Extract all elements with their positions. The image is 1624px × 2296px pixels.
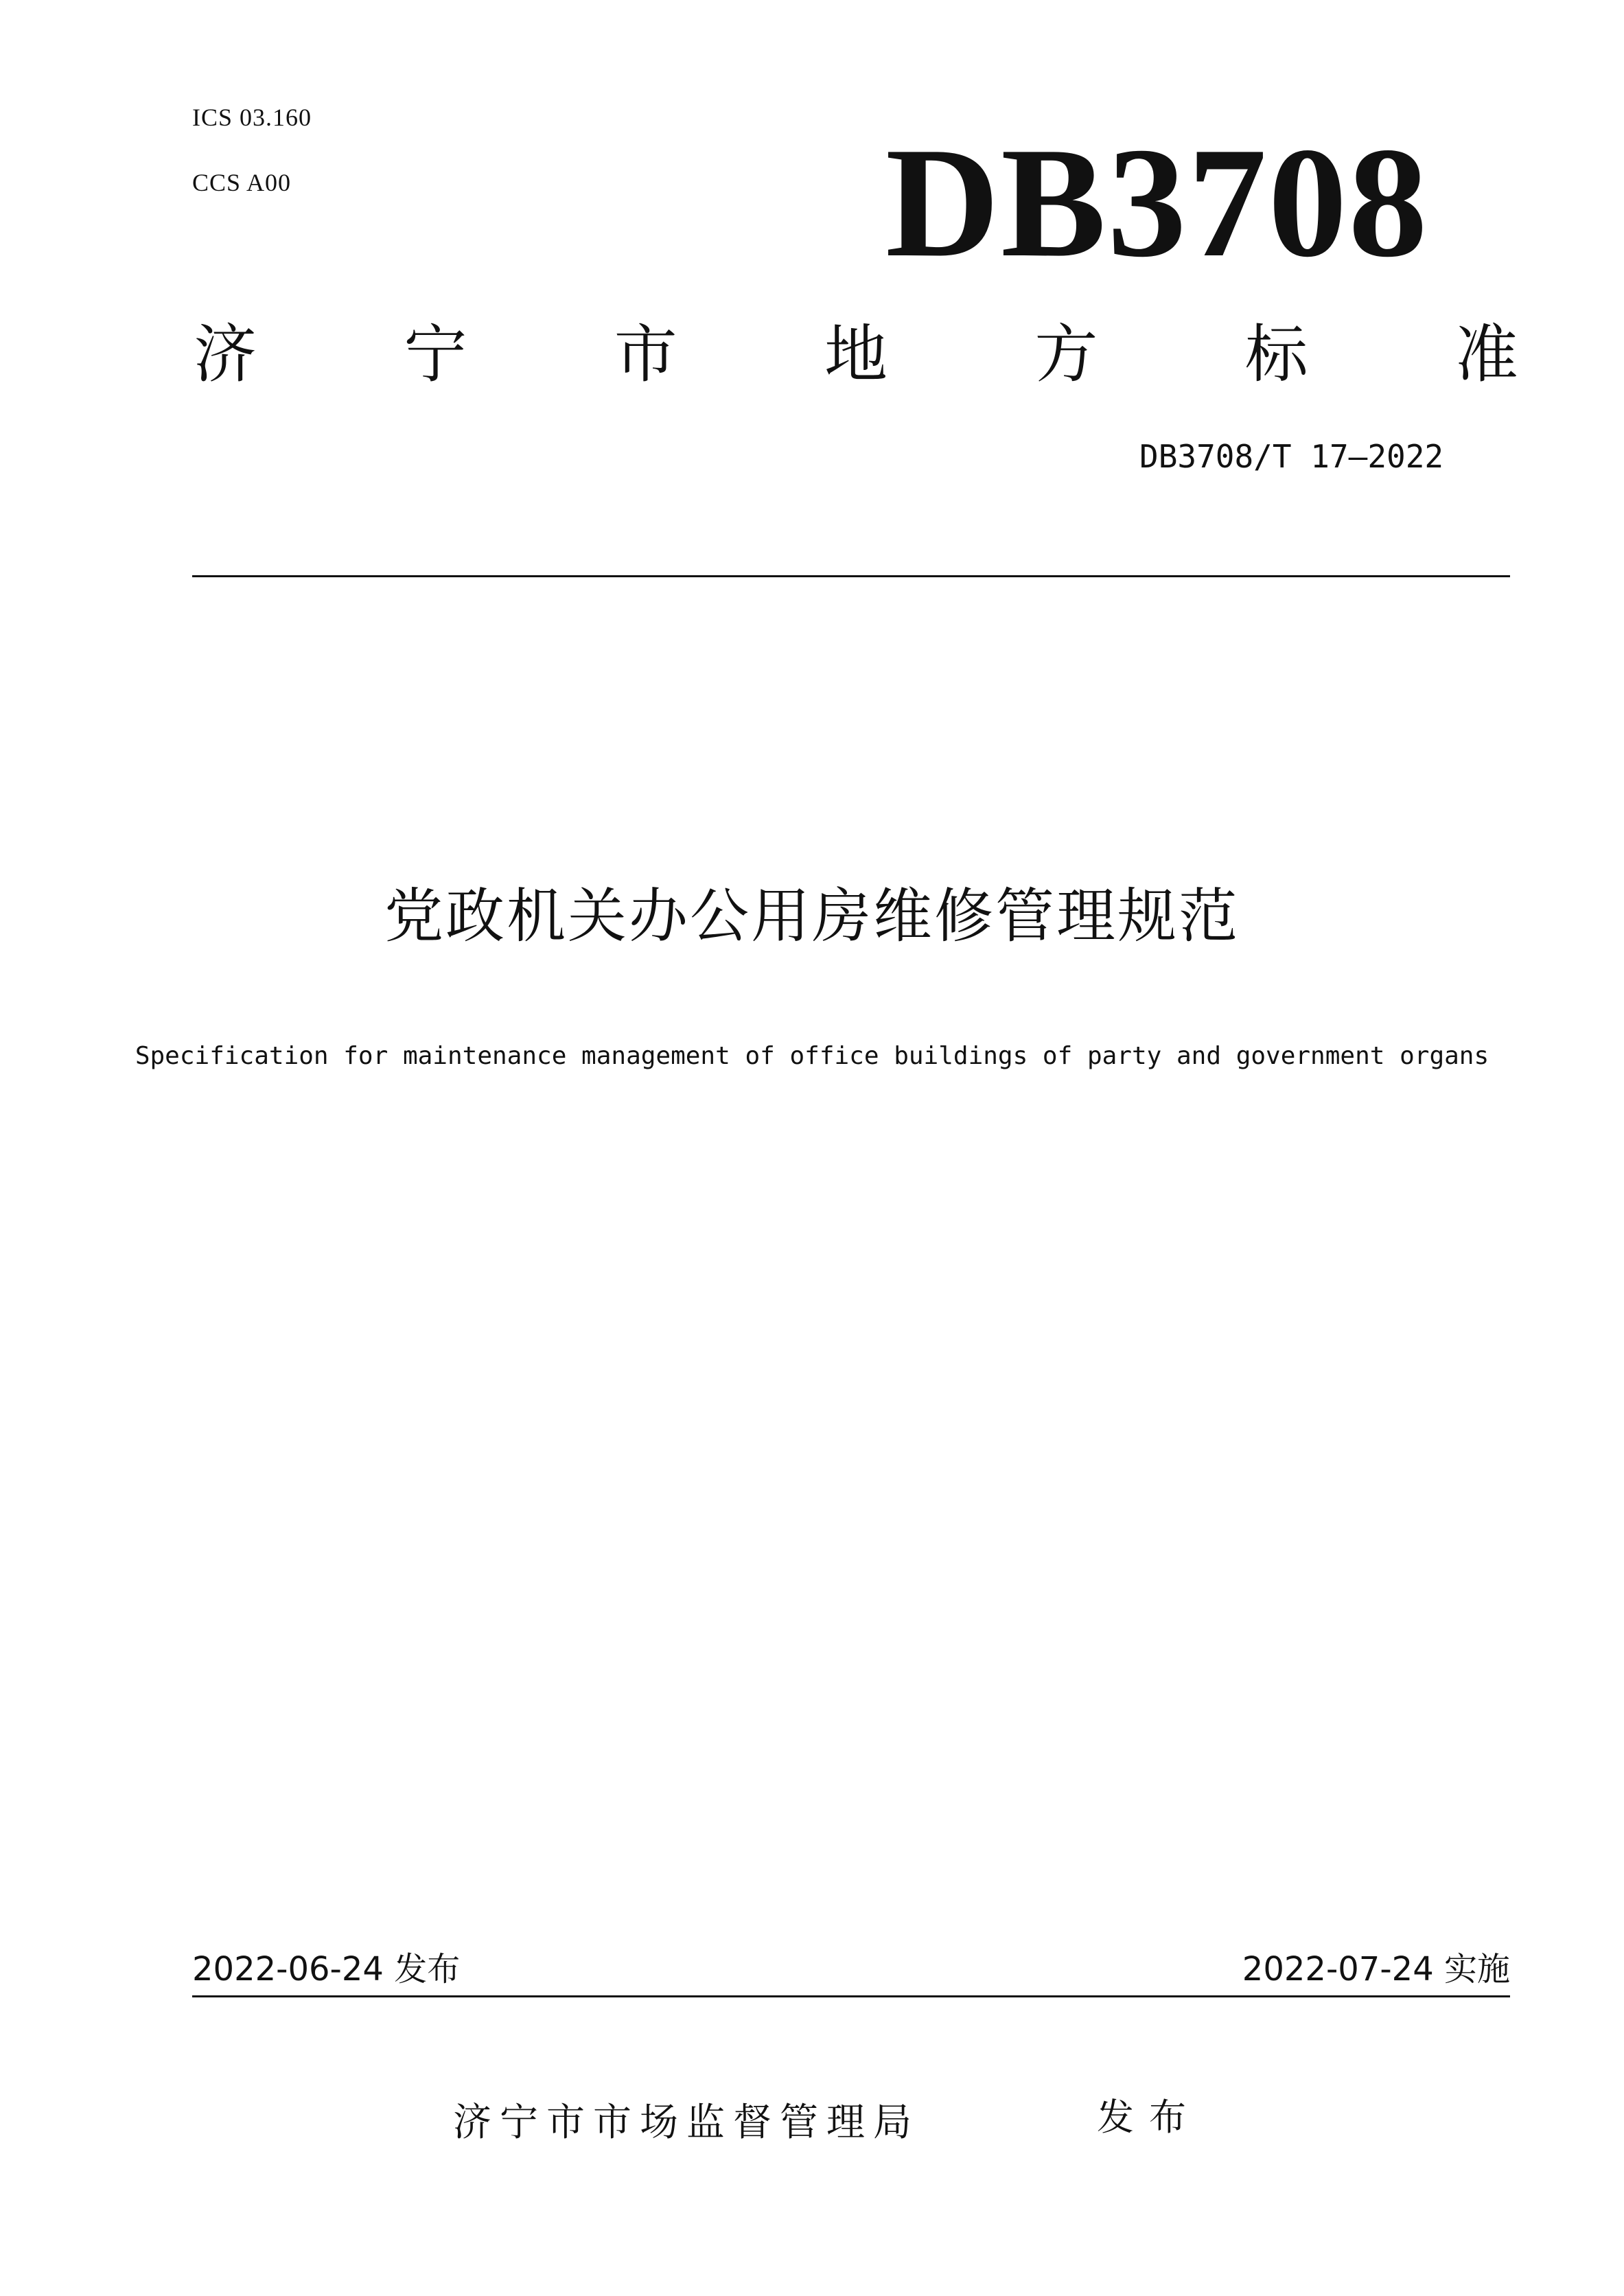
issuing-authority: 济宁市市场监督管理局 bbox=[453, 2100, 920, 2145]
implementation-date: 2022-07-24 实施 bbox=[1242, 1950, 1510, 1988]
ccs-code: CCS A00 bbox=[192, 169, 292, 196]
document-number: DB3708/T 17—2022 bbox=[1139, 438, 1444, 475]
standard-type-char: 方 bbox=[1034, 318, 1098, 391]
header-divider bbox=[192, 575, 1510, 577]
footer-divider bbox=[192, 1995, 1510, 1997]
standard-type-char: 宁 bbox=[404, 318, 467, 391]
issuing-action: 发布 bbox=[1097, 2096, 1201, 2139]
standard-type-char: 标 bbox=[1244, 318, 1308, 391]
document-title-cn: 党政机关办公用房维修管理规范 bbox=[384, 882, 1240, 951]
standard-type-title bbox=[194, 317, 1518, 393]
standard-type-char: 市 bbox=[614, 318, 677, 391]
standard-type-char: 济 bbox=[194, 318, 257, 391]
standard-code: DB3708 bbox=[885, 115, 1429, 290]
standard-type-char: 地 bbox=[824, 318, 888, 391]
document-title-en: Specification for maintenance management of office buildings of party and government organs bbox=[135, 1042, 1489, 1070]
standard-type-char: 准 bbox=[1454, 318, 1518, 391]
issue-date: 2022-06-24 发布 bbox=[192, 1950, 461, 1988]
ics-code: ICS 03.160 bbox=[192, 104, 312, 131]
